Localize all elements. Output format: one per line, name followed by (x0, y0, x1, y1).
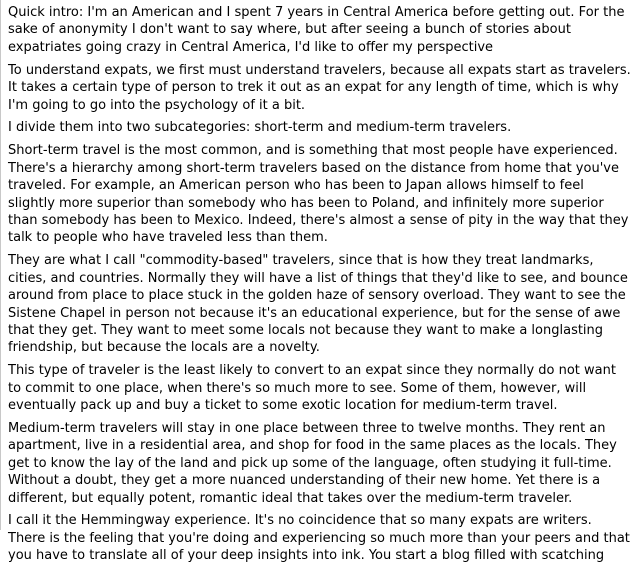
paragraph-medium-term: Medium-term travelers will stay in one place between three to twelve months. They rent an apartment, live in a residential area, and shop for food in the same places as the locals. They get to know the lay of the land and pick up some of the language, often studying it full-time. Without a doubt, they get a more nuanced understanding of their new home. Yet there is a different, but equally potent, romantic ideal that takes over the medium-term traveler. (8, 420, 617, 506)
paragraph-least-likely: This type of traveler is the least likely to convert to an expat since they normally do not want to commit to one place, when there's so much more to see. Some of them, however, will eventually pack up and buy a ticket to some exotic location for medium-term travel. (8, 363, 616, 414)
paragraph-hemmingway: I call it the Hemmingway experience. It's no coincidence that so many expats are writers. There is the feeling that you're doing and experiencing so much more than your peers and that you have to translate all of your deep insights into ink. You start a blog filled with scatching (8, 513, 630, 564)
paragraph-intro: Quick intro: I'm an American and I spent 7 years in Central America before getting out. For the sake of anonymity I don't want to say where, but after seeing a bunch of stories about expatriates going crazy in Central America, I'd like to offer my perspective (8, 5, 625, 55)
paragraph-understanding-expats: To understand expats, we first must understand travelers, because all expats start as travelers. It takes a certain type of person to trek it out as an expat for any length of time, which is why I'm going to go into the psychology of it a bit. (8, 62, 631, 113)
paragraph-subcategories: I divide them into two subcategories: short-term and medium-term travelers. (8, 120, 512, 136)
paragraph-short-term: Short-term travel is the most common, and is something that most people have experienced. There's a hierarchy among short-term travelers based on the distance from home that you've traveled. For example, an American person who has been to Japan allows himself to feel slightly more superior than somebody who has been to Poland, and infinitely more superior than somebody has been to Mexico. Indeed, there's almost a sense of pity in the way that they talk to people who have traveled less than them. (8, 143, 629, 246)
paragraph-commodity-based: They are what I call "commodity-based" travelers, since that is how they treat landmarks, cities, and countries. Normally they will have a list of things that they'd like to see, and bounce around from place to place stuck in the golden haze of sensory overload. They want to see the Sistene Chapel in person not because it's an educational experience, but for the sense of awe that they get. They want to meet some locals not because they want to make a longlasting friendship, but because the locals are a novelty. (8, 253, 628, 356)
